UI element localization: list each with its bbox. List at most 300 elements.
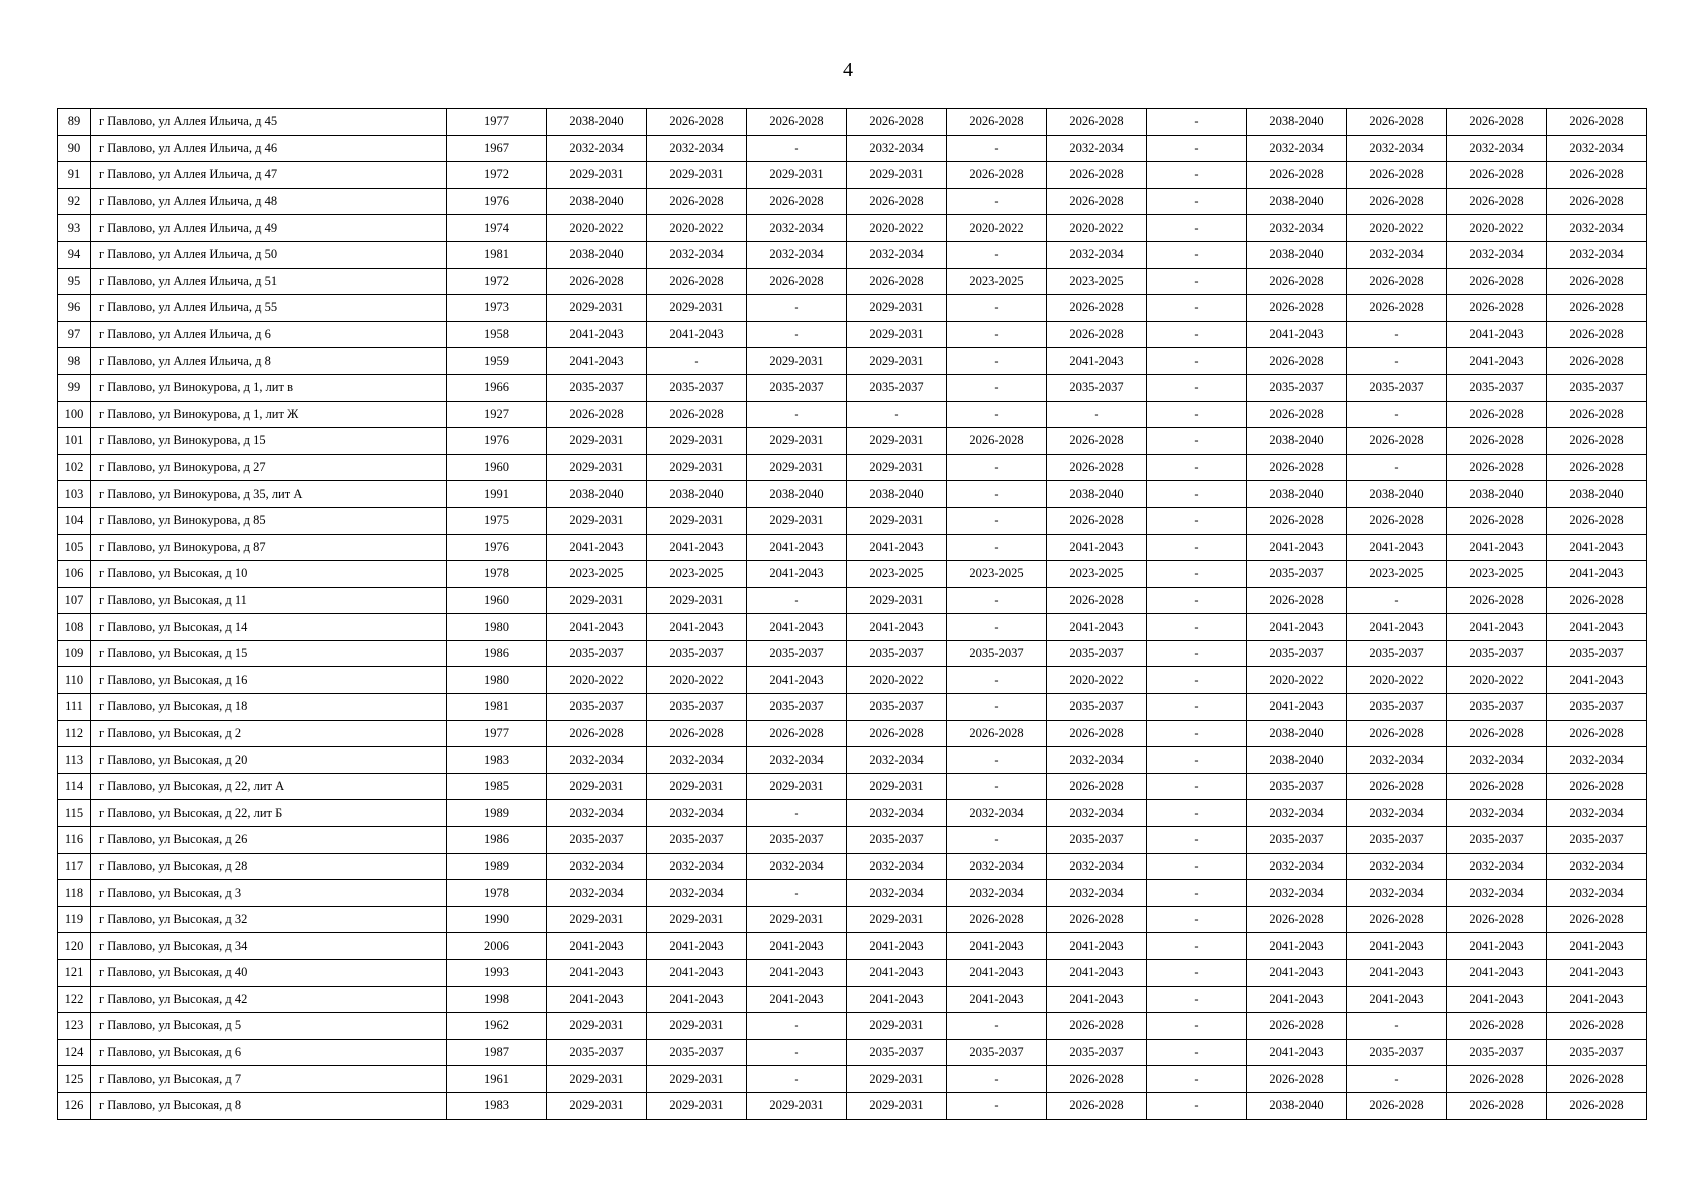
period-cell: - [1147,374,1247,401]
period-cell: 2038-2040 [1247,481,1347,508]
period-cell: 2026-2028 [1547,773,1647,800]
period-cell: 2035-2037 [1047,374,1147,401]
period-cell: 2035-2037 [1247,640,1347,667]
period-cell: - [947,374,1047,401]
period-cell: 2020-2022 [547,667,647,694]
period-cell: 2029-2031 [647,906,747,933]
period-cell: 2041-2043 [747,960,847,987]
period-cell: 2026-2028 [947,428,1047,455]
period-cell: 2041-2043 [647,960,747,987]
period-cell: 2035-2037 [1347,640,1447,667]
table-row [58,1092,1647,1119]
period-cell: 2029-2031 [747,162,847,189]
address-cell: г Павлово, ул Винокурова, д 85 [91,507,447,534]
period-cell: 2041-2043 [547,534,647,561]
address-cell: г Павлово, ул Высокая, д 8 [91,1092,447,1119]
row-number-cell: 121 [58,960,91,987]
period-cell: 2035-2037 [647,827,747,854]
period-cell: 2026-2028 [1047,1066,1147,1093]
address-cell: г Павлово, ул Винокурова, д 1, лит в [91,374,447,401]
period-cell: 2038-2040 [1247,747,1347,774]
period-cell: 2029-2031 [547,295,647,322]
period-cell: 2035-2037 [1547,374,1647,401]
period-cell: 2038-2040 [1247,428,1347,455]
period-cell: 2020-2022 [1447,667,1547,694]
period-cell: 2041-2043 [1047,614,1147,641]
period-cell: 2026-2028 [1047,587,1147,614]
period-cell: 2041-2043 [1047,348,1147,375]
year-built-cell: 1973 [447,295,547,322]
period-cell: 2032-2034 [1347,853,1447,880]
period-cell: 2032-2034 [1547,135,1647,162]
period-cell: - [1047,401,1147,428]
period-cell: - [947,135,1047,162]
period-cell: 2029-2031 [747,428,847,455]
period-cell: - [1147,534,1247,561]
period-cell: 2020-2022 [1247,667,1347,694]
period-cell: 2026-2028 [647,720,747,747]
period-cell: - [1147,1092,1247,1119]
period-cell: - [1347,454,1447,481]
period-cell: - [1147,1066,1247,1093]
period-cell: 2041-2043 [747,534,847,561]
period-cell: 2032-2034 [547,135,647,162]
period-cell: 2023-2025 [847,561,947,588]
period-cell: 2041-2043 [747,614,847,641]
period-cell: 2026-2028 [947,906,1047,933]
period-cell: - [1347,321,1447,348]
period-cell: 2032-2034 [1547,880,1647,907]
period-cell: 2038-2040 [647,481,747,508]
period-cell: - [1147,188,1247,215]
period-cell: 2032-2034 [747,853,847,880]
period-cell: 2038-2040 [1247,720,1347,747]
period-cell: 2023-2025 [1047,268,1147,295]
period-cell: 2041-2043 [1447,321,1547,348]
period-cell: 2041-2043 [1347,986,1447,1013]
page-number: 4 [843,59,853,81]
table-row [58,1066,1647,1093]
row-number-cell: 98 [58,348,91,375]
period-cell: 2026-2028 [1447,188,1547,215]
period-cell: 2038-2040 [1347,481,1447,508]
year-built-cell: 2006 [447,933,547,960]
period-cell: 2032-2034 [647,135,747,162]
address-cell: г Павлово, ул Аллея Ильича, д 55 [91,295,447,322]
period-cell: 2026-2028 [1447,906,1547,933]
period-cell: 2041-2043 [747,561,847,588]
period-cell: 2041-2043 [1247,1039,1347,1066]
address-cell: г Павлово, ул Аллея Ильича, д 46 [91,135,447,162]
period-cell: 2026-2028 [1247,295,1347,322]
address-cell: г Павлово, ул Высокая, д 2 [91,720,447,747]
period-cell: - [1347,348,1447,375]
year-built-cell: 1959 [447,348,547,375]
period-cell: 2029-2031 [647,454,747,481]
period-cell: 2026-2028 [1447,401,1547,428]
period-cell: 2035-2037 [1547,827,1647,854]
period-cell: 2026-2028 [547,401,647,428]
period-cell: 2029-2031 [847,321,947,348]
period-cell: 2038-2040 [747,481,847,508]
period-cell: 2029-2031 [647,428,747,455]
year-built-cell: 1990 [447,906,547,933]
period-cell: 2032-2034 [1447,853,1547,880]
period-cell: 2026-2028 [1047,162,1147,189]
table-row [58,162,1647,189]
period-cell: 2041-2043 [847,986,947,1013]
address-cell: г Павлово, ул Аллея Ильича, д 8 [91,348,447,375]
period-cell: 2029-2031 [547,454,647,481]
period-cell: 2032-2034 [1547,747,1647,774]
period-cell: - [947,321,1047,348]
table-row [58,853,1647,880]
table-row [58,561,1647,588]
row-number-cell: 110 [58,667,91,694]
period-cell: 2041-2043 [1447,986,1547,1013]
address-cell: г Павлово, ул Аллея Ильича, д 49 [91,215,447,242]
year-built-cell: 1977 [447,720,547,747]
period-cell: 2020-2022 [547,215,647,242]
period-cell: 2035-2037 [1047,640,1147,667]
period-cell: 2020-2022 [1047,667,1147,694]
period-cell: 2038-2040 [1247,1092,1347,1119]
year-built-cell: 1975 [447,507,547,534]
period-cell: 2035-2037 [1447,640,1547,667]
period-cell: 2026-2028 [1547,268,1647,295]
period-cell: - [947,667,1047,694]
year-built-cell: 1985 [447,773,547,800]
period-cell: 2041-2043 [1047,960,1147,987]
address-cell: г Павлово, ул Винокурова, д 1, лит Ж [91,401,447,428]
period-cell: 2032-2034 [1047,880,1147,907]
period-cell: 2041-2043 [1447,933,1547,960]
period-cell: 2029-2031 [847,162,947,189]
table-row [58,188,1647,215]
row-number-cell: 126 [58,1092,91,1119]
period-cell: 2041-2043 [947,933,1047,960]
period-cell: - [947,1066,1047,1093]
period-cell: 2026-2028 [1447,295,1547,322]
period-cell: 2029-2031 [847,773,947,800]
period-cell: 2026-2028 [1547,906,1647,933]
address-cell: г Павлово, ул Высокая, д 20 [91,747,447,774]
period-cell: 2038-2040 [1247,109,1347,136]
period-cell: 2041-2043 [947,986,1047,1013]
period-cell: 2035-2037 [1447,694,1547,721]
period-cell: 2026-2028 [647,268,747,295]
period-cell: 2041-2043 [1447,534,1547,561]
period-cell: - [647,348,747,375]
period-cell: - [747,135,847,162]
year-built-cell: 1993 [447,960,547,987]
year-built-cell: 1981 [447,694,547,721]
period-cell: 2020-2022 [847,215,947,242]
year-built-cell: 1961 [447,1066,547,1093]
period-cell: - [947,694,1047,721]
period-cell: 2023-2025 [1447,561,1547,588]
table-row [58,827,1647,854]
period-cell: 2026-2028 [1447,587,1547,614]
period-cell: - [1147,880,1247,907]
period-cell: - [1147,481,1247,508]
period-cell: 2041-2043 [1247,960,1347,987]
period-cell: 2035-2037 [647,374,747,401]
period-cell: - [1147,109,1247,136]
period-cell: 2041-2043 [1547,986,1647,1013]
period-cell: 2041-2043 [1447,960,1547,987]
year-built-cell: 1958 [447,321,547,348]
period-cell: 2038-2040 [1547,481,1647,508]
period-cell: 2020-2022 [1347,667,1447,694]
period-cell: - [1147,215,1247,242]
period-cell: 2029-2031 [547,1013,647,1040]
period-cell: 2041-2043 [747,667,847,694]
row-number-cell: 112 [58,720,91,747]
period-cell: 2023-2025 [647,561,747,588]
period-cell: 2026-2028 [547,720,647,747]
year-built-cell: 1981 [447,241,547,268]
period-cell: - [1147,561,1247,588]
row-number-cell: 109 [58,640,91,667]
period-cell: 2026-2028 [1047,1092,1147,1119]
row-number-cell: 95 [58,268,91,295]
period-cell: - [1147,348,1247,375]
year-built-cell: 1974 [447,215,547,242]
period-cell: 2035-2037 [647,694,747,721]
period-cell: 2038-2040 [1247,241,1347,268]
period-cell: 2026-2028 [1547,109,1647,136]
period-cell: 2026-2028 [1347,773,1447,800]
period-cell: 2032-2034 [1247,135,1347,162]
period-cell: 2041-2043 [1247,321,1347,348]
year-built-cell: 1986 [447,827,547,854]
period-cell: 2032-2034 [1447,747,1547,774]
period-cell: 2026-2028 [947,109,1047,136]
period-cell: 2035-2037 [747,374,847,401]
period-cell: - [1147,268,1247,295]
period-cell: 2026-2028 [1447,1066,1547,1093]
period-cell: 2026-2028 [1547,587,1647,614]
period-cell: 2029-2031 [847,295,947,322]
period-cell: 2026-2028 [647,401,747,428]
period-cell: 2041-2043 [1047,933,1147,960]
period-cell: - [747,1066,847,1093]
period-cell: 2032-2034 [847,241,947,268]
period-cell: 2026-2028 [1347,720,1447,747]
period-cell: - [947,773,1047,800]
row-number-cell: 90 [58,135,91,162]
period-cell: 2023-2025 [947,268,1047,295]
period-cell: 2029-2031 [647,1013,747,1040]
address-cell: г Павлово, ул Винокурова, д 15 [91,428,447,455]
row-number-cell: 124 [58,1039,91,1066]
period-cell: 2032-2034 [747,241,847,268]
period-cell: 2029-2031 [647,507,747,534]
table-row [58,640,1647,667]
period-cell: 2026-2028 [1347,295,1447,322]
period-cell: 2035-2037 [547,640,647,667]
period-cell: 2032-2034 [647,880,747,907]
address-cell: г Павлово, ул Высокая, д 42 [91,986,447,1013]
table-row [58,454,1647,481]
period-cell: 2026-2028 [847,720,947,747]
period-cell: 2026-2028 [1047,773,1147,800]
period-cell: 2026-2028 [747,720,847,747]
period-cell: 2026-2028 [1447,1092,1547,1119]
row-number-cell: 93 [58,215,91,242]
period-cell: 2029-2031 [847,1013,947,1040]
period-cell: - [947,454,1047,481]
address-cell: г Павлово, ул Аллея Ильича, д 51 [91,268,447,295]
period-cell: - [847,401,947,428]
period-cell: 2035-2037 [747,640,847,667]
address-cell: г Павлово, ул Высокая, д 15 [91,640,447,667]
period-cell: 2026-2028 [1047,188,1147,215]
table-row [58,933,1647,960]
period-cell: 2035-2037 [847,1039,947,1066]
row-number-cell: 125 [58,1066,91,1093]
period-cell: 2026-2028 [1547,720,1647,747]
period-cell: 2035-2037 [547,827,647,854]
table-row [58,720,1647,747]
period-cell: 2041-2043 [1547,534,1647,561]
year-built-cell: 1980 [447,614,547,641]
period-cell: 2035-2037 [1447,827,1547,854]
period-cell: 2035-2037 [1247,374,1347,401]
period-cell: 2032-2034 [947,853,1047,880]
period-cell: 2029-2031 [847,906,947,933]
table-row [58,614,1647,641]
period-cell: 2035-2037 [1447,1039,1547,1066]
row-number-cell: 97 [58,321,91,348]
period-cell: - [747,401,847,428]
address-cell: г Павлово, ул Высокая, д 34 [91,933,447,960]
period-cell: 2035-2037 [1347,374,1447,401]
period-cell: 2032-2034 [547,880,647,907]
period-cell: 2041-2043 [1047,534,1147,561]
period-cell: 2026-2028 [1047,428,1147,455]
period-cell: 2032-2034 [547,747,647,774]
period-cell: 2035-2037 [1047,694,1147,721]
year-built-cell: 1972 [447,162,547,189]
row-number-cell: 114 [58,773,91,800]
period-cell: 2035-2037 [1247,773,1347,800]
period-cell: - [947,1092,1047,1119]
period-cell: - [1147,694,1247,721]
row-number-cell: 102 [58,454,91,481]
period-cell: 2038-2040 [1047,481,1147,508]
period-cell: 2026-2028 [1347,268,1447,295]
address-cell: г Павлово, ул Высокая, д 14 [91,614,447,641]
period-cell: 2029-2031 [647,587,747,614]
period-cell: 2041-2043 [1447,614,1547,641]
address-cell: г Павлово, ул Аллея Ильича, д 50 [91,241,447,268]
year-built-cell: 1998 [447,986,547,1013]
period-cell: 2041-2043 [947,960,1047,987]
address-cell: г Павлово, ул Высокая, д 28 [91,853,447,880]
period-cell: - [1147,1039,1247,1066]
table-row [58,800,1647,827]
table-row [58,268,1647,295]
address-cell: г Павлово, ул Высокая, д 10 [91,561,447,588]
row-number-cell: 104 [58,507,91,534]
period-cell: 2029-2031 [647,773,747,800]
period-cell: 2032-2034 [747,747,847,774]
period-cell: 2041-2043 [847,614,947,641]
period-cell: 2032-2034 [847,135,947,162]
period-cell: 2032-2034 [1347,880,1447,907]
address-cell: г Павлово, ул Высокая, д 16 [91,667,447,694]
period-cell: 2029-2031 [547,773,647,800]
period-cell: 2035-2037 [847,374,947,401]
year-built-cell: 1991 [447,481,547,508]
table-row [58,348,1647,375]
period-cell: 2035-2037 [1047,827,1147,854]
period-cell: 2032-2034 [1347,747,1447,774]
table-row [58,534,1647,561]
period-cell: 2035-2037 [647,1039,747,1066]
table-row [58,747,1647,774]
period-cell: 2035-2037 [547,1039,647,1066]
period-cell: - [947,348,1047,375]
address-cell: г Павлово, ул Высокая, д 22, лит Б [91,800,447,827]
period-cell: 2023-2025 [1347,561,1447,588]
period-cell: 2032-2034 [647,853,747,880]
table-row [58,773,1647,800]
period-cell: - [1147,667,1247,694]
period-cell: 2026-2028 [1547,454,1647,481]
table-row [58,1039,1647,1066]
table-row [58,321,1647,348]
period-cell: 2026-2028 [1547,428,1647,455]
period-cell: - [1147,853,1247,880]
row-number-cell: 89 [58,109,91,136]
period-cell: 2029-2031 [547,162,647,189]
period-cell: 2035-2037 [1347,827,1447,854]
period-cell: 2029-2031 [847,507,947,534]
table-row [58,960,1647,987]
table-row [58,667,1647,694]
period-cell: - [1147,720,1247,747]
period-cell: 2038-2040 [1447,481,1547,508]
address-cell: г Павлово, ул Винокурова, д 35, лит А [91,481,447,508]
period-cell: 2041-2043 [1447,348,1547,375]
period-cell: - [1347,1013,1447,1040]
period-cell: 2032-2034 [1447,800,1547,827]
period-cell: 2041-2043 [747,986,847,1013]
row-number-cell: 107 [58,587,91,614]
year-built-cell: 1976 [447,534,547,561]
period-cell: 2026-2028 [1547,162,1647,189]
year-built-cell: 1972 [447,268,547,295]
period-cell: 2041-2043 [1247,694,1347,721]
row-number-cell: 111 [58,694,91,721]
period-cell: 2032-2034 [1547,853,1647,880]
period-cell: 2026-2028 [1447,109,1547,136]
period-cell: 2032-2034 [647,800,747,827]
period-cell: 2032-2034 [847,800,947,827]
period-cell: 2041-2043 [547,348,647,375]
period-cell: - [747,295,847,322]
year-built-cell: 1989 [447,853,547,880]
table-row [58,1013,1647,1040]
period-cell: 2038-2040 [547,109,647,136]
address-cell: г Павлово, ул Аллея Ильича, д 48 [91,188,447,215]
period-cell: 2035-2037 [847,694,947,721]
year-built-cell: 1983 [447,1092,547,1119]
period-cell: - [1147,454,1247,481]
